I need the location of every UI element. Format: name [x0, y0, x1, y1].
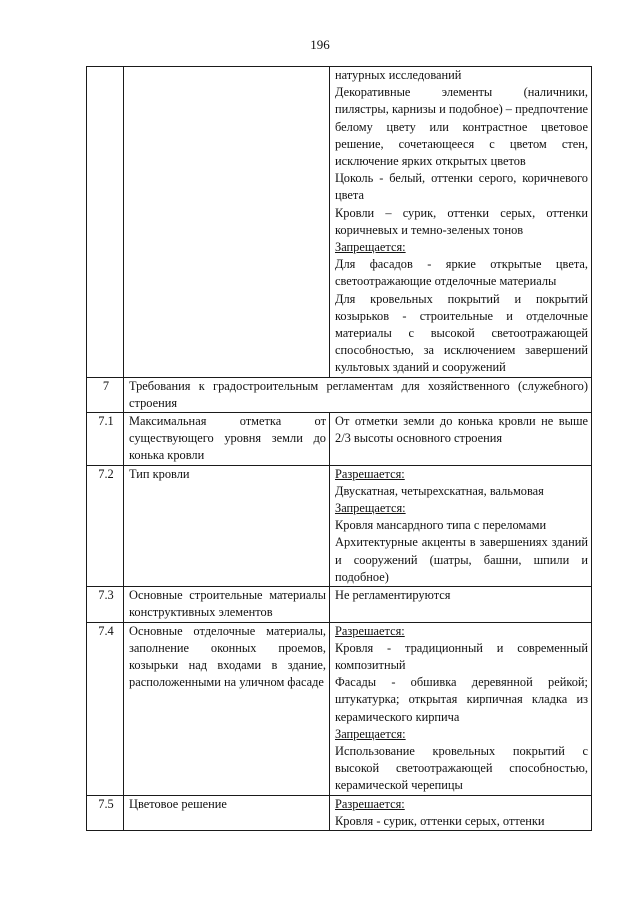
cell-value	[330, 67, 592, 378]
text-line: Двускатная, четырехскатная, вальмовая	[335, 483, 544, 498]
table-row	[87, 465, 592, 586]
row-number: 7.5	[87, 795, 124, 830]
prohibited-heading: Запрещается:	[335, 240, 406, 255]
row-name: Цветовое решение	[124, 795, 330, 830]
allowed-heading: Разрешается:	[335, 796, 405, 811]
row-value	[330, 465, 592, 586]
section-title: Требования к градостроительным регламентам для хозяйственного (служебного) строения	[124, 377, 592, 412]
cell-number	[87, 67, 124, 378]
section-header-row	[87, 377, 592, 412]
table-row	[87, 587, 592, 622]
text-line: Кровля мансардного типа с переломами	[335, 518, 547, 533]
regulations-table	[86, 66, 592, 831]
text-line: Цоколь - белый, оттенки серого, коричневого цвета	[335, 171, 588, 203]
row-number: 7.4	[87, 622, 124, 795]
row-number: 7.2	[87, 465, 124, 586]
page-number: 196	[310, 37, 330, 52]
allowed-heading: Разрешается:	[335, 623, 405, 638]
prohibited-heading: Запрещается:	[335, 501, 406, 516]
text-line: Фасады - обшивка деревянной рейкой; штукатурка; открытая кирпичная кладка из керамического кирпича	[335, 675, 588, 724]
row-value	[330, 795, 592, 830]
text-line: Для фасадов - яркие открытые цвета, светоотражающие отделочные материалы	[335, 257, 588, 289]
row-name: Основные отделочные материалы, заполнение оконных проемов, козырьки над входами в здание, расположенными на уличном фасаде	[124, 622, 330, 795]
text-line: Для кровельных покрытий и покрытий козырьков - строительные и отделочные материалы с высокой светоотражающей способностью, за исключением завершений культовых зданий и сооружений	[335, 291, 588, 375]
section-number: 7	[87, 377, 124, 412]
table-row	[87, 413, 592, 466]
row-name: Максимальная отметка от существующего уровня земли до конька кровли	[124, 413, 330, 466]
text-line: Декоративные элементы (наличники, пилястры, карнизы и подобное) – предпочтение белому цвету или контрастное цветовое решение, сочетающееся с цветом стен, исключение ярких открытых цветов	[335, 85, 588, 169]
text-line: От отметки земли до конька кровли не выше 2/3 высоты основного строения	[335, 414, 588, 446]
text-line: Кровли – сурик, оттенки серых, оттенки коричневых и темно-зеленых тонов	[335, 205, 588, 237]
row-value	[330, 413, 592, 466]
cell-name	[124, 67, 330, 378]
row-value	[330, 587, 592, 622]
table-row	[87, 795, 592, 830]
row-value	[330, 622, 592, 795]
prohibited-heading: Запрещается:	[335, 726, 406, 741]
text-line: Использование кровельных покрытий с высокой светоотражающей способностью, керамической черепицы	[335, 743, 588, 793]
row-name: Тип кровли	[124, 465, 330, 586]
row-number: 7.3	[87, 587, 124, 622]
text-line: Кровля - сурик, оттенки серых, оттенки	[335, 813, 545, 828]
row-number: 7.1	[87, 413, 124, 466]
text-line: натурных исследований	[335, 68, 462, 82]
text-line: Не регламентируются	[335, 588, 451, 603]
allowed-heading: Разрешается:	[335, 466, 405, 481]
table-row-continuation	[87, 67, 592, 378]
row-name: Основные строительные материалы конструктивных элементов	[124, 587, 330, 622]
text-line: Кровля - традиционный и современный композитный	[335, 640, 588, 672]
table-row	[87, 622, 592, 795]
text-line: Архитектурные акценты в завершениях зданий и сооружений (шатры, башни, шпили и подобное)	[335, 535, 588, 584]
